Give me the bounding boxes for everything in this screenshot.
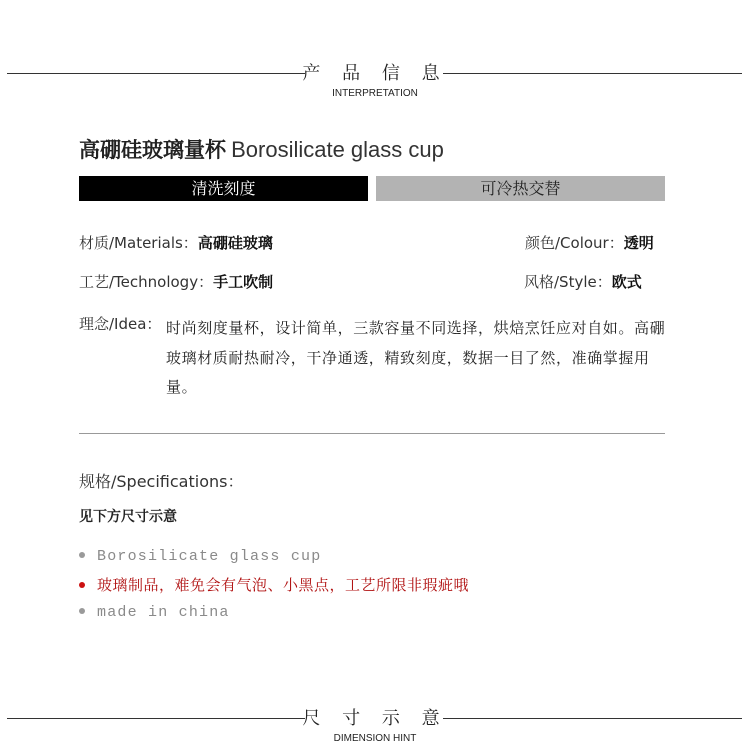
material-label: 材质/Materials： [79,234,198,252]
list-item [79,602,699,630]
colour-row [525,233,654,253]
bullet-dot-icon [79,582,85,588]
colour-label: 颜色/Colour： [525,234,624,252]
section-subtitle-interpretation: INTERPRETATION [332,88,418,99]
bullet-dot-icon [79,552,85,558]
specifications-label: 规格/Specifications： [79,472,244,491]
technology-value: 手工吹制 [213,273,274,291]
specifications-note: 见下方尺寸示意 [79,509,177,525]
bullet-list [79,546,699,630]
technology-row [79,272,273,292]
style-value: 欧式 [611,273,642,291]
bullet-text: made in china [97,604,230,621]
style-row [524,272,642,292]
bullet-text: 玻璃制品，难免会有气泡、小黑点，工艺所限非瑕疵哦 [97,576,470,594]
bullet-text: Borosilicate glass cup [97,548,322,565]
list-item [79,546,699,574]
section-subtitle-dimension-hint: DIMENSION HINT [333,733,417,744]
product-title [79,134,444,168]
technology-label: 工艺/Technology： [79,273,214,291]
product-name-cn: 高硼硅玻璃量杯 [79,138,226,162]
bullet-dot-icon [79,608,85,614]
colour-value: 透明 [623,234,654,252]
style-label: 风格/Style： [524,273,612,291]
section-title-product-info: 产 品 信 息 [302,63,448,84]
section-title-dimension-hint: 尺 寸 示 意 [302,708,448,729]
divider [79,433,665,434]
idea-text: 时尚刻度量杯，设计简单，三款容量不同选择，烘焙烹饪应对自如。高硼玻璃材质耐热耐冷，干净通透，精致刻度，数据一目了然，准确掌握用量。 [166,319,666,396]
material-row [79,233,273,253]
tab-hot-cold[interactable]: 可冷热交替 [376,176,665,201]
list-item [79,574,699,602]
material-value: 高硼硅玻璃 [197,234,273,252]
idea-label: 理念/Idea： [79,315,162,333]
product-name-en: Borosilicate glass cup [231,137,444,162]
tab-clean-scale[interactable]: 清洗刻度 [79,176,368,201]
